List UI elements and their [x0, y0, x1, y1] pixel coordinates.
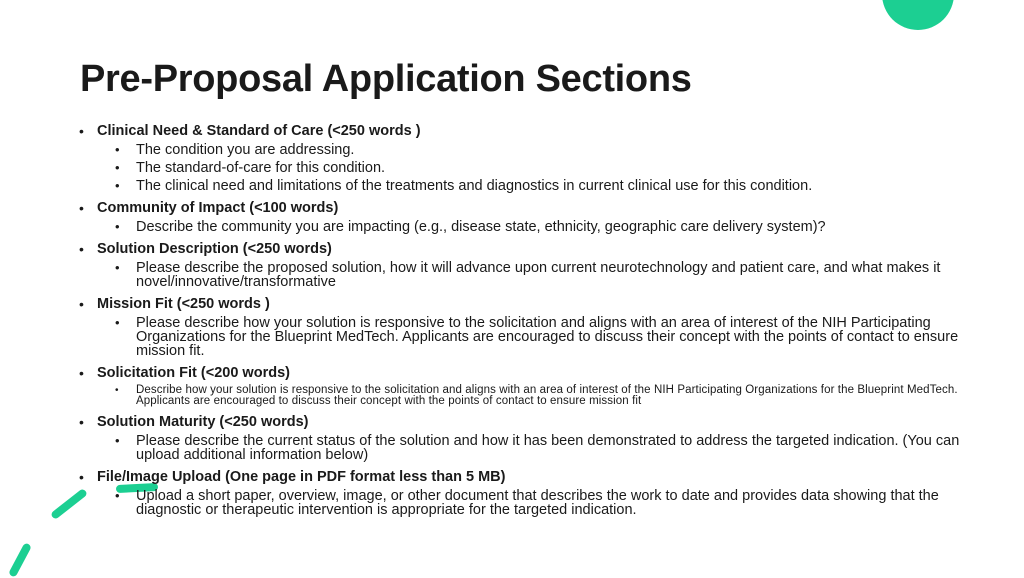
section-item: • Please describe the proposed solution, how it will advance upon current neurotechnology and patient care, and what makes it novel/innovative/transformative: [97, 259, 989, 291]
section-item: • Please describe the current status of the solution and how it has been demonstrated to address the targeted indication. (You can upload additional information below): [97, 432, 989, 464]
section-title: • Community of Impact (<100 words): [97, 200, 339, 216]
section-item: • Describe the community you are impacting (e.g., disease state, ethnicity, geographic care delivery system)?: [97, 218, 989, 236]
section-5: [79, 364, 989, 409]
section-1: [79, 122, 989, 195]
section-4: [79, 295, 989, 360]
decorative-dash: [8, 542, 32, 578]
section-title: • Solicitation Fit (<200 words): [97, 365, 290, 381]
section-3: [79, 240, 989, 291]
section-title: • Solution Description (<250 words): [97, 241, 332, 257]
section-7: [79, 468, 989, 519]
section-item: • The standard-of-care for this condition.: [97, 159, 989, 177]
section-item: • Describe how your solution is responsive to the solicitation and aligns with an area of interest of the NIH Participating Organizations for the Blueprint MedTech. Applicants are encouraged to discuss their concept with the points of contact to ensure mission fit: [97, 383, 989, 409]
section-title: • Clinical Need & Standard of Care (<250 words ): [97, 123, 421, 139]
section-title: • Mission Fit (<250 words ): [97, 296, 270, 312]
section-6: [79, 413, 989, 464]
sections-list: [79, 122, 989, 519]
section-item: • Please describe how your solution is responsive to the solicitation and aligns with an area of interest of the NIH Participating Organizations for the Blueprint MedTech. Applicants are encouraged to discuss their concept with the points of contact to ensure mission fit.: [97, 314, 989, 360]
section-item: • The condition you are addressing.: [97, 141, 989, 159]
section-title: • File/Image Upload (One page in PDF format less than 5 MB): [97, 469, 506, 485]
page-title: Pre-Proposal Application Sections: [80, 58, 692, 100]
decorative-circle: [882, 0, 954, 30]
section-title: • Solution Maturity (<250 words): [97, 414, 309, 430]
section-item: • Upload a short paper, overview, image, or other document that describes the work to date and provides data showing that the diagnostic or therapeutic intervention is appropriate for the targeted indication.: [97, 487, 989, 519]
section-2: [79, 199, 989, 236]
section-item: • The clinical need and limitations of the treatments and diagnostics in current clinical use for this condition.: [97, 177, 989, 195]
